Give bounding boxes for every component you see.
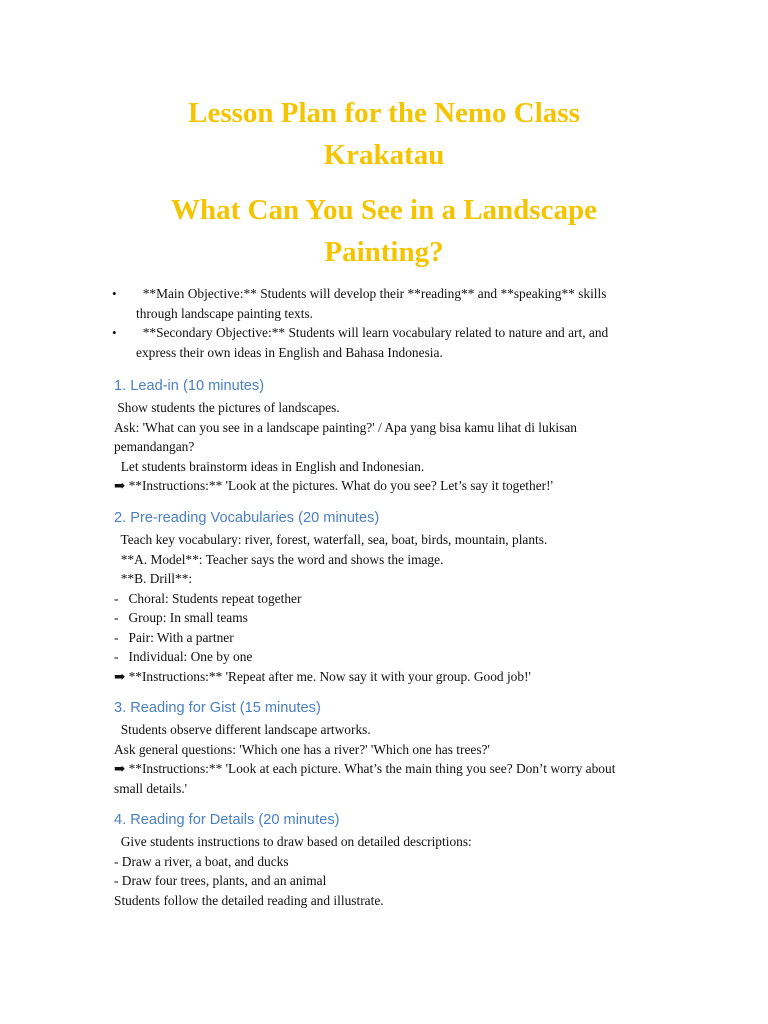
body-line: Give students instructions to draw based on detailed descriptions:: [114, 834, 472, 849]
body-line: Teach key vocabulary: river, forest, waterfall, sea, boat, birds, mountain, plants.: [114, 532, 548, 547]
section-heading-gist: 3. Reading for Gist (15 minutes): [114, 700, 321, 716]
body-line: pemandangan?: [114, 439, 195, 454]
document-subtitle-line2: Painting?: [324, 236, 444, 268]
objective-main: [110, 284, 670, 323]
body-line: Show students the pictures of landscapes.: [114, 400, 340, 415]
objective-text-cont: through landscape painting texts.: [136, 305, 314, 321]
instructions-line: ➡ **Instructions:** 'Look at the pictures. What do you see? Let’s say it together!': [114, 478, 553, 493]
bullet-icon: •: [112, 325, 117, 340]
section-body-gist: [114, 720, 674, 798]
body-line: Let students brainstorm ideas in English and Indonesian.: [114, 458, 425, 474]
objective-text: **Main Objective:** Students will develop their **reading** and **speaking** skills: [136, 286, 607, 301]
body-line: **B. Drill**:: [114, 571, 193, 586]
list-item: - Pair: With a partner: [114, 629, 234, 645]
section-heading-details: 4. Reading for Details (20 minutes): [114, 812, 340, 828]
body-line: Students follow the detailed reading and illustrate.: [114, 892, 384, 908]
section-body-pre-reading: [114, 530, 674, 686]
list-item: - Individual: One by one: [114, 649, 253, 664]
list-item: - Choral: Students repeat together: [114, 590, 302, 606]
objectives-list: [110, 284, 670, 362]
instructions-line: ➡ **Instructions:** 'Look at each picture. What’s the main thing you see? Don’t worry about: [114, 761, 616, 776]
objective-secondary: [110, 323, 670, 362]
section-heading-pre-reading: 2. Pre-reading Vocabularies (20 minutes): [114, 510, 380, 526]
objective-text-cont: express their own ideas in English and Bahasa Indonesia.: [136, 344, 443, 360]
objective-text: **Secondary Objective:** Students will learn vocabulary related to nature and art, and: [136, 325, 609, 340]
list-item: - Draw four trees, plants, and an animal: [114, 873, 327, 888]
section-heading-lead-in: 1. Lead-in (10 minutes): [114, 378, 265, 394]
instructions-line: ➡ **Instructions:** 'Repeat after me. Now say it with your group. Good job!': [114, 668, 531, 684]
document-subtitle: What Can You See in a Landscape: [171, 194, 597, 226]
body-line: Students observe different landscape artworks.: [114, 722, 371, 737]
body-line: Ask: 'What can you see in a landscape painting?' / Apa yang bisa kamu lihat di lukisan: [114, 419, 577, 435]
instructions-line-cont: small details.': [114, 780, 188, 796]
list-item: - Group: In small teams: [114, 610, 248, 625]
section-body-lead-in: [114, 398, 674, 496]
document-title-line2: Krakatau: [323, 139, 445, 171]
bullet-icon: •: [112, 286, 117, 301]
document-title: Lesson Plan for the Nemo Class: [188, 97, 580, 129]
section-body-details: [114, 832, 674, 910]
body-line: **A. Model**: Teacher says the word and shows the image.: [114, 551, 444, 567]
list-item: - Draw a river, a boat, and ducks: [114, 853, 289, 869]
body-line: Ask general questions: 'Which one has a river?' 'Which one has trees?': [114, 741, 490, 757]
